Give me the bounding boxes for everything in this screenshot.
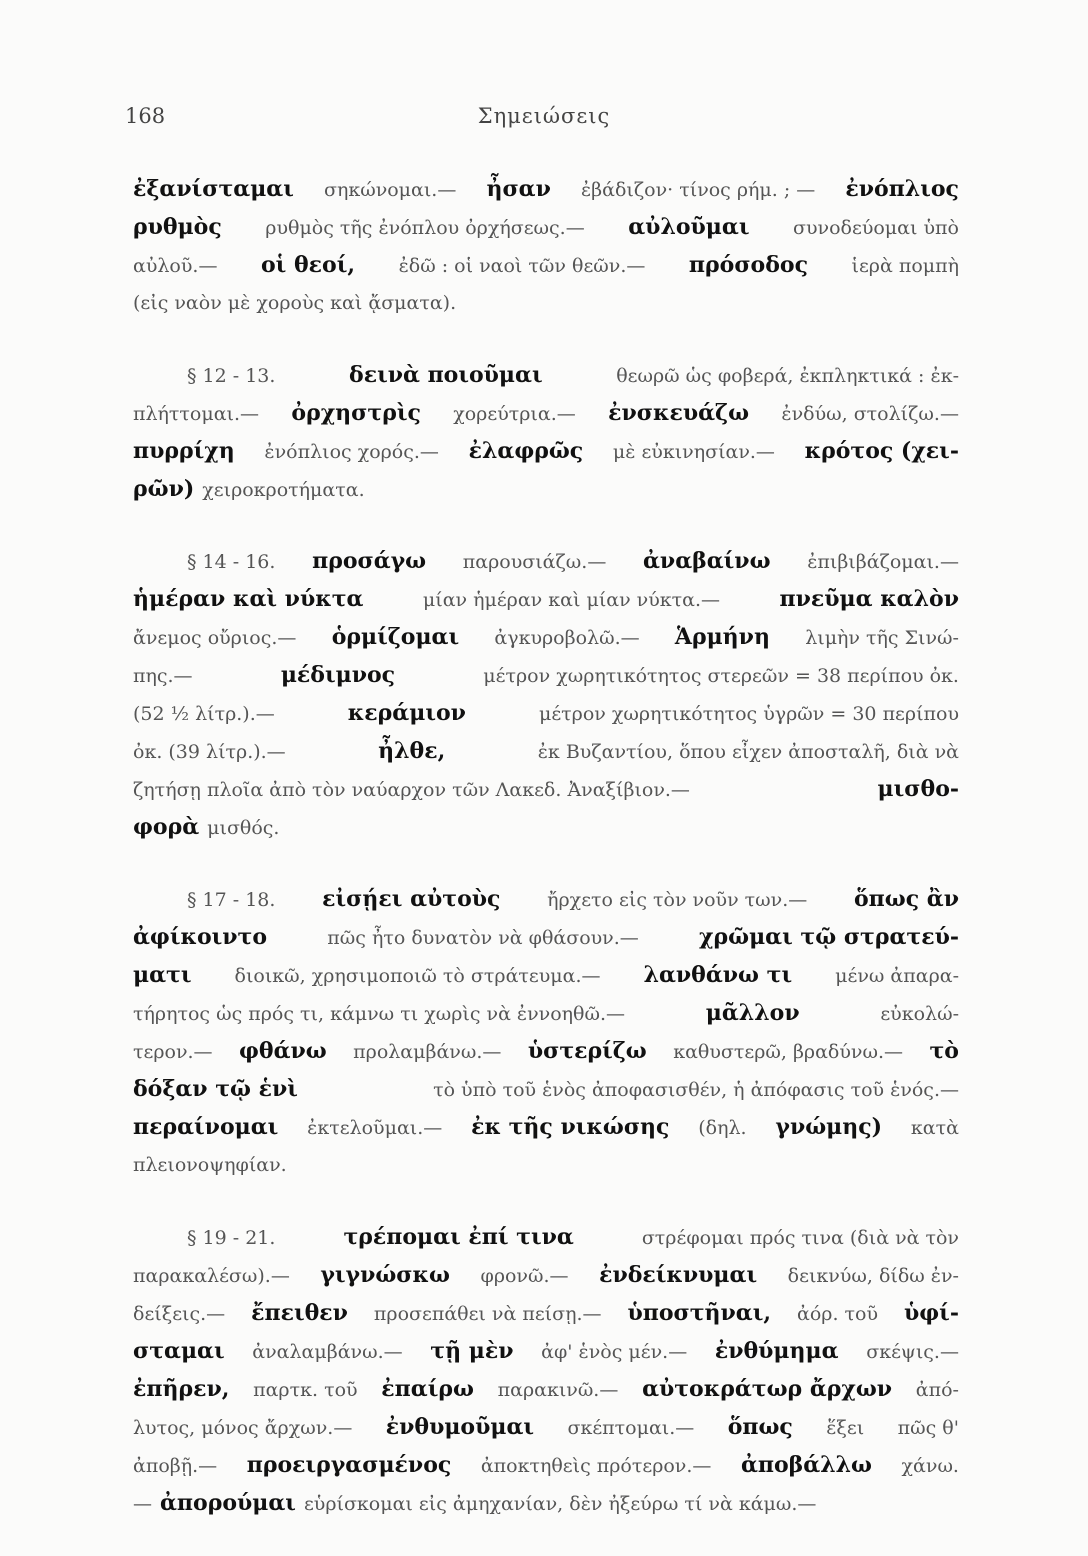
headword: ἡμέραν καὶ νύκτα bbox=[133, 586, 364, 612]
gloss-text: ἐνδύω, στολίζω.— bbox=[781, 403, 959, 425]
headword: ρυθμὸς bbox=[133, 214, 222, 240]
text-line bbox=[133, 994, 959, 1032]
text-line bbox=[133, 732, 959, 770]
gloss-text: § 19 - 21. bbox=[187, 1227, 276, 1249]
text-line bbox=[133, 1070, 959, 1108]
gloss-text: στρέφομαι πρός τινα (διὰ νὰ τὸν bbox=[641, 1227, 959, 1249]
headword: τρέπομαι ἐπί τινα bbox=[343, 1224, 574, 1250]
text-line bbox=[133, 918, 959, 956]
gloss-text: ἀφ' ἑνὸς μέν.— bbox=[541, 1341, 688, 1363]
headword: ἐνδείκνυμαι bbox=[599, 1262, 758, 1288]
gloss-text: προλαμβάνω.— bbox=[353, 1041, 502, 1063]
gloss-text: ζητήσῃ πλοῖα ἀπὸ τὸν ναύαρχον τῶν Λακεδ. Ἀναξίβιον.— bbox=[133, 779, 690, 801]
gloss-text: ἐπιβιβάζομαι.— bbox=[807, 551, 959, 573]
headword: μᾶλλον bbox=[705, 1000, 800, 1026]
gloss-text: δείξεις.— bbox=[133, 1303, 226, 1325]
headword: γνώμης) bbox=[775, 1114, 883, 1140]
text-line bbox=[133, 432, 959, 470]
gloss-text: ἤρχετο εἰς τὸν νοῦν των.— bbox=[547, 889, 808, 911]
gloss-text: ἐβάδιζον· τίνος ρήμ. ; — bbox=[580, 179, 816, 201]
headword: φθάνω bbox=[239, 1038, 327, 1064]
headword: ἦλθε, bbox=[378, 738, 446, 764]
text-line bbox=[133, 470, 959, 508]
headword: κεράμιον bbox=[347, 700, 466, 726]
gloss-text: τήρητος ὡς πρός τι, κάμνω τι χωρὶς νὰ ἐννοηθῶ.— bbox=[133, 1003, 626, 1025]
gloss-text: καθυστερῶ, βραδύνω.— bbox=[673, 1041, 904, 1063]
text-line bbox=[133, 1294, 959, 1332]
gloss-text: ἀπό- bbox=[915, 1379, 959, 1401]
gloss-text: λυτος, μόνος ἄρχων.— bbox=[133, 1417, 353, 1439]
text-line bbox=[133, 1370, 959, 1408]
gloss-text: § 17 - 18. bbox=[187, 889, 276, 911]
headword: δόξαν τῷ ἑνὶ bbox=[133, 1076, 298, 1102]
gloss-text: χορεύτρια.— bbox=[453, 403, 576, 425]
text-line bbox=[133, 1108, 959, 1146]
gloss-text: παρτκ. τοῦ bbox=[253, 1379, 358, 1401]
headword: πυρρίχη bbox=[133, 438, 235, 464]
gloss-text: ἐδῶ : οἱ ναοὶ τῶν θεῶν.— bbox=[398, 255, 646, 277]
headword: λανθάνω τι bbox=[643, 962, 793, 988]
gloss-text: ἐκ Βυζαντίου, ὅπου εἶχεν ἀποσταλῆ, διὰ νὰ bbox=[537, 741, 959, 763]
gloss-text: αὐλοῦ.— bbox=[133, 255, 218, 277]
headword: ὑποστῆναι, bbox=[627, 1300, 772, 1326]
headword: γιγνώσκω bbox=[320, 1262, 450, 1288]
text-line bbox=[133, 1484, 959, 1522]
gloss-text: πης.— bbox=[133, 665, 193, 687]
gloss-text: προσεπάθει νὰ πείσῃ.— bbox=[373, 1303, 602, 1325]
gloss-text: εὐκολώ- bbox=[880, 1003, 959, 1025]
gloss-text: § 14 - 16. bbox=[187, 551, 276, 573]
gloss-text: μέτρον χωρητικότητος στερεῶν = 38 περίπου ὀκ. bbox=[483, 665, 959, 687]
text-line bbox=[133, 170, 959, 208]
headword: δεινὰ ποιοῦμαι bbox=[349, 362, 543, 388]
gloss-text: χειροκροτήματα. bbox=[202, 479, 365, 501]
text-line bbox=[133, 770, 959, 808]
gloss-text: σκέπτομαι.— bbox=[567, 1417, 695, 1439]
gloss-text: θεωρῶ ὡς φοβερά, ἐκπληκτικά : ἐκ- bbox=[616, 365, 959, 387]
gloss-text: μισθός. bbox=[207, 817, 280, 839]
gloss-text: πῶς ἦτο δυνατὸν νὰ φθάσουν.— bbox=[327, 927, 639, 949]
gloss-text: ἐνόπλιος χορός.— bbox=[264, 441, 439, 463]
headword: σταμαι bbox=[133, 1338, 225, 1364]
note-paragraph bbox=[133, 542, 959, 846]
headword: τὸ bbox=[929, 1038, 959, 1064]
text-line bbox=[133, 1446, 959, 1484]
text-line bbox=[133, 808, 959, 846]
gloss-text: ἄνεμος οὔριος.— bbox=[133, 627, 297, 649]
headword: ρῶν) bbox=[133, 476, 195, 502]
text-line bbox=[133, 656, 959, 694]
text-line bbox=[133, 1408, 959, 1446]
gloss-text: μίαν ἡμέραν καὶ μίαν νύκτα.— bbox=[422, 589, 721, 611]
text-line bbox=[133, 956, 959, 994]
gloss-text: συνοδεύομαι ὑπὸ bbox=[793, 217, 959, 239]
headword: ἐλαφρῶς bbox=[468, 438, 584, 464]
headword: ματι bbox=[133, 962, 192, 988]
headword: ἐπαίρω bbox=[381, 1376, 474, 1402]
gloss-text: ἀγκυροβολῶ.— bbox=[494, 627, 640, 649]
headword: ἀποβάλλω bbox=[740, 1452, 872, 1478]
gloss-text: χάνω. bbox=[901, 1455, 959, 1477]
headword: αὐτοκράτωρ ἄρχων bbox=[642, 1376, 893, 1402]
text-line bbox=[133, 1256, 959, 1294]
text-line bbox=[133, 1218, 959, 1256]
headword: ὀρχηστρὶς bbox=[291, 400, 421, 426]
headword: προσάγω bbox=[312, 548, 427, 574]
headword: μέδιμνος bbox=[280, 662, 396, 688]
note-paragraph bbox=[133, 356, 959, 508]
headword: ἐνθύμημα bbox=[714, 1338, 839, 1364]
headword: μισθο- bbox=[877, 776, 959, 802]
gloss-text: σκέψις.— bbox=[866, 1341, 959, 1363]
text-line bbox=[133, 1146, 959, 1184]
headword: προειργασμένος bbox=[246, 1452, 452, 1478]
gloss-text: — bbox=[133, 1493, 152, 1515]
headword: ἐξανίσταμαι bbox=[133, 176, 294, 202]
page-body bbox=[133, 170, 959, 1556]
text-line bbox=[133, 1332, 959, 1370]
note-paragraph bbox=[133, 170, 959, 322]
note-paragraph bbox=[133, 880, 959, 1184]
text-line bbox=[133, 208, 959, 246]
gloss-text: ἀναλαμβάνω.— bbox=[252, 1341, 403, 1363]
headword: τῇ μὲν bbox=[430, 1338, 514, 1364]
gloss-text: παρακινῶ.— bbox=[497, 1379, 619, 1401]
headword: αὐλοῦμαι bbox=[628, 214, 750, 240]
gloss-text: τερον.— bbox=[133, 1041, 213, 1063]
headword: φορὰ bbox=[133, 814, 200, 840]
text-line bbox=[133, 618, 959, 656]
gloss-text: φρονῶ.— bbox=[480, 1265, 569, 1287]
text-line bbox=[133, 694, 959, 732]
text-line bbox=[133, 284, 959, 322]
headword: περαίνομαι bbox=[133, 1114, 279, 1140]
gloss-text: ἱερὰ πομπὴ bbox=[851, 255, 959, 277]
gloss-text: μὲ εὐκινησίαν.— bbox=[612, 441, 775, 463]
gloss-text: διοικῶ, χρησιμοποιῶ τὸ στράτευμα.— bbox=[234, 965, 601, 987]
note-paragraph bbox=[133, 1218, 959, 1522]
text-line bbox=[133, 580, 959, 618]
gloss-text: λιμὴν τῆς Σινώ- bbox=[805, 627, 959, 649]
headword: ἐνόπλιος bbox=[845, 176, 959, 202]
text-line bbox=[133, 542, 959, 580]
page-number: 168 bbox=[125, 104, 166, 128]
headword: ὑφί- bbox=[904, 1300, 959, 1326]
gloss-text: μένω ἀπαρα- bbox=[835, 965, 959, 987]
gloss-text: παρουσιάζω.— bbox=[462, 551, 607, 573]
gloss-text: πλήττομαι.— bbox=[133, 403, 260, 425]
text-line bbox=[133, 246, 959, 284]
headword: πρόσοδος bbox=[688, 252, 808, 278]
headword: κρότος (χει- bbox=[804, 438, 959, 464]
gloss-text: πῶς θ' bbox=[897, 1417, 959, 1439]
headword: πνεῦμα καλὸν bbox=[779, 586, 959, 612]
gloss-text: (52 ½ λίτρ.).— bbox=[133, 703, 275, 725]
headword: οἱ θεοί, bbox=[261, 252, 356, 278]
headword: ἦσαν bbox=[486, 176, 551, 202]
gloss-text: ἕξει bbox=[826, 1417, 865, 1439]
headword: ὅπως bbox=[727, 1414, 793, 1440]
gloss-text: ὀκ. (39 λίτρ.).— bbox=[133, 741, 286, 763]
headword: ἐνσκευάζω bbox=[608, 400, 750, 426]
text-line bbox=[133, 1032, 959, 1070]
gloss-text: ἐκτελοῦμαι.— bbox=[307, 1117, 443, 1139]
gloss-text: μέτρον χωρητικότητος ὑγρῶν = 30 περίπου bbox=[538, 703, 959, 725]
gloss-text: ἀόρ. τοῦ bbox=[797, 1303, 879, 1325]
gloss-text: παρακαλέσω).— bbox=[133, 1265, 290, 1287]
gloss-text: σηκώνομαι.— bbox=[323, 179, 457, 201]
gloss-text: ἀποκτηθεὶς πρότερον.— bbox=[480, 1455, 712, 1477]
gloss-text: (εἰς ναὸν μὲ χοροὺς καὶ ᾄσματα). bbox=[133, 292, 457, 314]
headword: ἀπορούμαι bbox=[160, 1490, 296, 1516]
gloss-text: ρυθμὸς τῆς ἐνόπλου ὀρχήσεως.— bbox=[265, 217, 585, 239]
headword: ἀναβαίνω bbox=[643, 548, 771, 574]
gloss-text: (δηλ. bbox=[698, 1117, 747, 1139]
headword: ὅπως ἂν bbox=[853, 886, 959, 912]
gloss-text: εὑρίσκομαι εἰς ἀμηχανίαν, δὲν ἠξεύρω τί νὰ κάμω.— bbox=[303, 1493, 817, 1515]
text-line bbox=[133, 394, 959, 432]
headword: ὑστερίζω bbox=[527, 1038, 647, 1064]
headword: ἐκ τῆς νικώσης bbox=[471, 1114, 670, 1140]
headword: Ἁρμήνη bbox=[674, 624, 770, 650]
text-line bbox=[133, 356, 959, 394]
running-title: Σημειώσεις bbox=[477, 104, 611, 128]
gloss-text: κατὰ bbox=[910, 1117, 959, 1139]
headword: χρῶμαι τῷ στρατεύ- bbox=[699, 924, 959, 950]
text-line bbox=[133, 880, 959, 918]
gloss-text: τὸ ὑπὸ τοῦ ἑνὸς ἀποφασισθέν, ἡ ἀπόφασις τοῦ ἑνός.— bbox=[433, 1079, 959, 1101]
headword: ἔπειθεν bbox=[251, 1300, 348, 1326]
gloss-text: δεικνύω, δίδω ἐν- bbox=[787, 1265, 959, 1287]
gloss-text: ἀποβῇ.— bbox=[133, 1455, 218, 1477]
headword: ὁρμίζομαι bbox=[331, 624, 460, 650]
headword: ἐνθυμοῦμαι bbox=[385, 1414, 535, 1440]
gloss-text: πλειονοψηφίαν. bbox=[133, 1154, 287, 1176]
gloss-text: § 12 - 13. bbox=[187, 365, 276, 387]
headword: ἐπῆρεν, bbox=[133, 1376, 230, 1402]
headword: ἀφίκοιντο bbox=[133, 924, 268, 950]
headword: εἰσῄει αὐτοὺς bbox=[322, 886, 501, 912]
